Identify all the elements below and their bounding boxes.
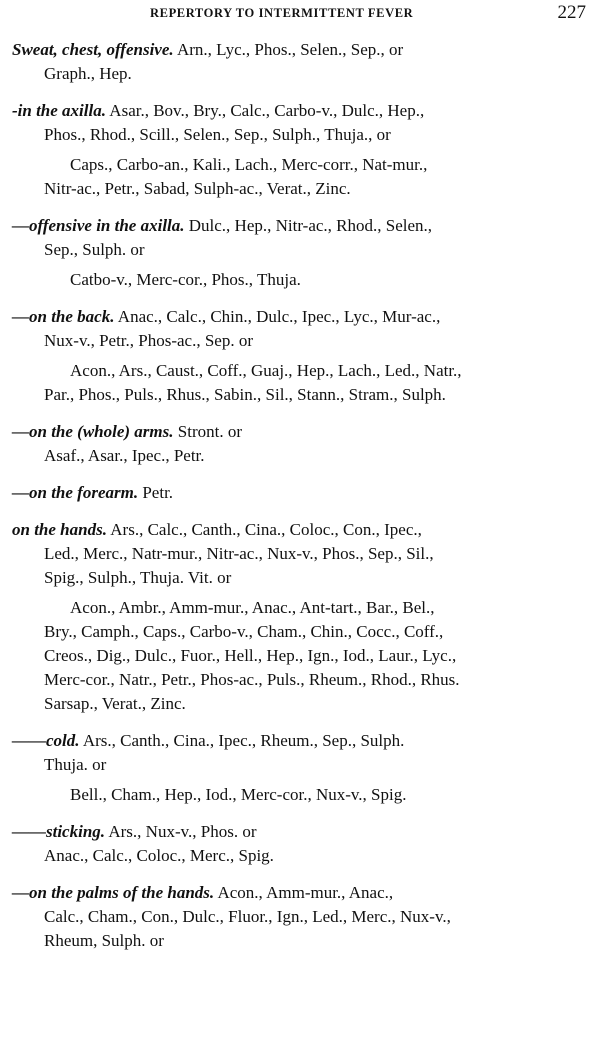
page-header [0,4,600,28]
repertory-entry [0,820,600,868]
entry-continuation-line: Nux-v., Petr., Phos-ac., Sep. or [44,331,254,350]
entry-remedies: Dulc., Hep., Nitr-ac., Rhod., Selen., [184,216,433,235]
entry-remedies: Acon., Amm-mur., Anac., [214,883,394,902]
entry-secondary-remedies: Par., Phos., Puls., Rhus., Sabin., Sil., Stann., Stram., Sulph. [44,385,446,404]
entry-heading: —on the back. [12,307,115,326]
entry-first-line [0,420,600,444]
entry-heading: Sweat, chest, offensive. [12,40,174,59]
entry-first-line [0,38,600,62]
entry-secondary-remedies: Acon., Ambr., Amm-mur., Anac., Ant-tart., Bar., Bel., [70,598,435,617]
repertory-entry [0,214,600,292]
entry-remedies: Arn., Lyc., Phos., Selen., Sep., or [173,40,404,59]
entry-heading: ——cold. [12,731,80,750]
entry-first-line [0,518,600,542]
entry-secondary-remedies: Catbo-v., Merc-cor., Phos., Thuja. [70,270,301,289]
entry-continuation-line: Graph., Hep. [44,64,132,83]
repertory-entry [0,420,600,468]
repertory-entry [0,305,600,407]
entry-remedies: Ars., Nux-v., Phos. or [105,822,257,841]
entry-first-line [0,99,600,123]
entry-continuation-line: Phos., Rhod., Scill., Selen., Sep., Sulph., Thuja., or [44,125,391,144]
entry-continuation-line: Calc., Cham., Con., Dulc., Fluor., Ign., Led., Merc., Nux-v., [44,907,451,926]
entry-continuation-line: Asaf., Asar., Ipec., Petr. [44,446,205,465]
repertory-entry [0,729,600,807]
entry-continuation-line: Thuja. or [44,755,107,774]
entry-continuation-line: Rheum, Sulph. or [44,931,164,950]
repertory-entry [0,481,600,505]
repertory-entry [0,99,600,201]
entry-first-line [0,305,600,329]
entry-heading: —on the palms of the hands. [12,883,215,902]
entry-secondary-remedies: Acon., Ars., Caust., Coff., Guaj., Hep., Lach., Led., Natr., [70,361,462,380]
entry-secondary-remedies: Bell., Cham., Hep., Iod., Merc-cor., Nux-v., Spig. [70,785,407,804]
entry-remedies: Stront. or [173,422,243,441]
entry-heading: —offensive in the axilla. [12,216,185,235]
entry-continuation-line: Led., Merc., Natr-mur., Nitr-ac., Nux-v., Phos., Sep., Sil., [44,544,434,563]
entry-first-line [0,729,600,753]
entry-continuation-line: Sep., Sulph. or [44,240,145,259]
repertory-entry [0,518,600,716]
entry-first-line [0,214,600,238]
entry-heading: ——sticking. [12,822,106,841]
entry-continuation-line: Anac., Calc., Coloc., Merc., Spig. [44,846,274,865]
entry-remedies: Anac., Calc., Chin., Dulc., Ipec., Lyc., Mur-ac., [114,307,441,326]
page-number: 227 [557,2,586,23]
entry-secondary-remedies: Merc-cor., Natr., Petr., Phos-ac., Puls., Rheum., Rhod., Rhus. [44,670,460,689]
entry-remedies: Petr. [138,483,174,502]
entry-heading: on the hands. [12,520,107,539]
entry-heading: -in the axilla. [12,101,106,120]
entry-remedies: Ars., Calc., Canth., Cina., Coloc., Con., Ipec., [106,520,422,539]
running-head: REPERTORY TO INTERMITTENT FEVER [150,6,414,20]
entry-secondary-remedies: Nitr-ac., Petr., Sabad, Sulph-ac., Verat., Zinc. [44,179,351,198]
entry-heading: —on the forearm. [12,483,139,502]
repertory-entry [0,38,600,86]
entry-heading: —on the (whole) arms. [12,422,174,441]
entry-secondary-remedies: Caps., Carbo-an., Kali., Lach., Merc-corr., Nat-mur., [70,155,428,174]
entry-remedies: Asar., Bov., Bry., Calc., Carbo-v., Dulc., Hep., [105,101,425,120]
entry-secondary-remedies: Creos., Dig., Dulc., Fuor., Hell., Hep., Ign., Iod., Laur., Lyc., [44,646,457,665]
entry-remedies: Ars., Canth., Cina., Ipec., Rheum., Sep., Sulph. [79,731,405,750]
entry-continuation-line: Spig., Sulph., Thuja. Vit. or [44,568,232,587]
entry-first-line [0,820,600,844]
repertory-entries [0,38,600,966]
entry-secondary-remedies: Sarsap., Verat., Zinc. [44,694,186,713]
entry-first-line [0,881,600,905]
entry-first-line [0,481,600,505]
repertory-entry [0,881,600,953]
entry-secondary-remedies: Bry., Camph., Caps., Carbo-v., Cham., Chin., Cocc., Coff., [44,622,444,641]
